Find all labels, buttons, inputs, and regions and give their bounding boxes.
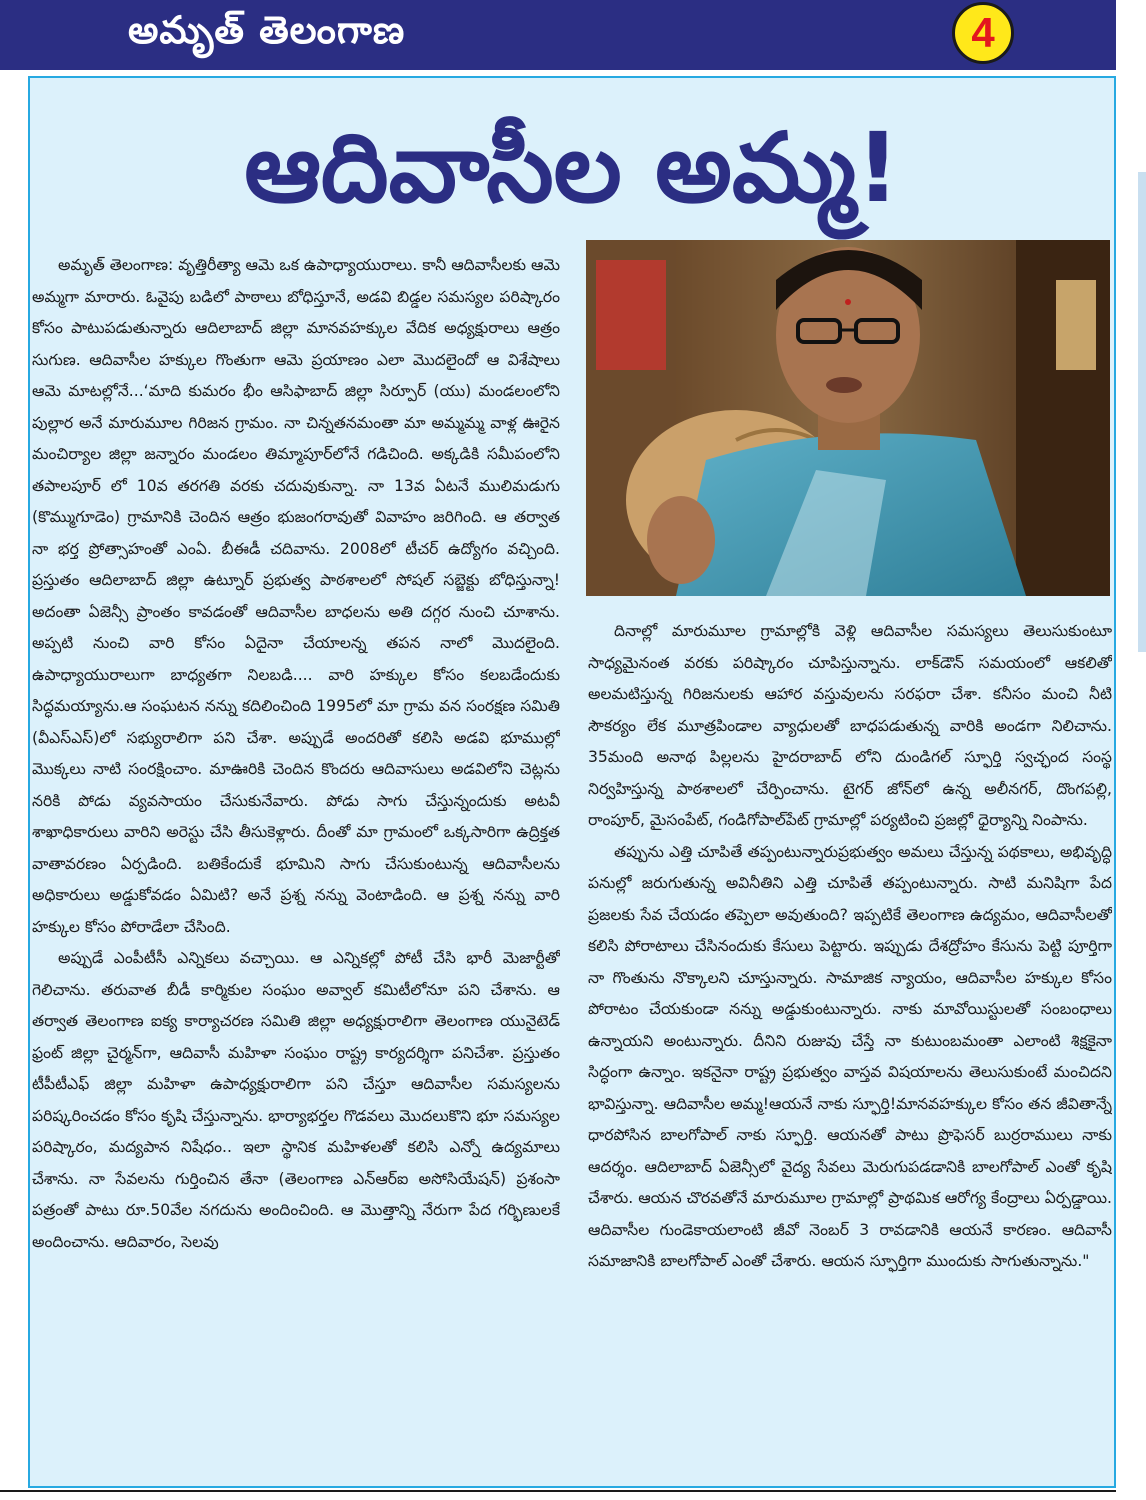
article-paragraph: అప్పుడే ఎంపీటీసీ ఎన్నికలు వచ్చాయి. ఆ ఎన్నికల్లో పోటీ చేసి భారీ మెజార్టీతో గెలిచాను. తరువాత బీడీ కార్మికుల సంఘం అవ్వాల్ కమిటీలోనూ పని చేశాను. ఆ తర్వాత తెలంగాణ ఐక్య కార్యాచరణ సమితి జిల్లా అధ్యక్షురాలిగా తెలంగాణ యునైటెడ్ ఫ్రంట్ జిల్లా చైర్మన్‌గా, ఆదివాసీ మహిళా సంఘం రాష్ట్ర కార్యదర్శిగా పనిచేశా. ప్రస్తుతం టీపీటీఎఫ్ జిల్లా మహిళా ఉపాధ్యక్షురాలిగా పని చేస్తూ ఆదివాసీల సమస్యలను పరిష్కరించడం కోసం కృషి చేస్తున్నాను. భార్యాభర్తల గొడవలు మొదలుకొని భూ సమస్యల పరిష్కారం, మద్యపాన నిషేధం.. ఇలా స్థానిక మహిళలతో కలిసి ఎన్నో ఉద్యమాలు చేశాను. నా సేవలను గుర్తించిన తేనా (తెలంగాణ ఎన్ఆర్ఐ అసోసియేషన్) ప్రశంసా పత్రంతో పాటు రూ.50వేల నగదును అందించింది. ఆ మొత్తాన్ని నేరుగా పేద గర్భిణులకే అందించాను. ఆదివారం, సెలవు: [32, 949, 560, 1251]
woman-portrait-photo: [586, 240, 1110, 596]
page-bottom-rule: [0, 1490, 1116, 1492]
article-paragraph: అమృత్ తెలంగాణ: వృత్తిరీత్యా ఆమె ఒక ఉపాధ్యాయురాలు. కానీ ఆదివాసీలకు ఆమె అమ్మగా మారారు. ఓవైపు బడిలో పాఠాలు బోధిస్తూనే, అడవి బిడ్డల సమస్యల పరిష్కారం కోసం పాటుపడుతున్నారు ఆదిలాబాద్ జిల్లా మానవహక్కుల వేదిక అధ్యక్షురాలు ఆత్రం సుగుణ. ఆదివాసీల హక్కుల గొంతుగా ఆమె ప్రయాణం ఎలా మొదలైందో ఆ విశేషాలు ఆమె మాటల్లోనే...‘మాది కుమరం భీం ఆసిఫాబాద్ జిల్లా సిర్పూర్ (యు) మండలంలోని పుల్లార అనే మారుమూల గిరిజన గ్రామం. నా చిన్నతనమంతా మా అమ్మమ్మ వాళ్ల ఊరైన మంచిర్యాల జిల్లా జన్నారం మండలం తిమ్మాపూర్‌లోనే గడిచింది. అక్కడికి సమీపంలోని తపాలపూర్ లో 10వ తరగతి వరకు చదువుకున్నా. నా 13వ ఏటనే ములిమడుగు (కొమ్ముగూడెం) గ్రామానికి చెందిన ఆత్రం భుజంగరావుతో వివాహం జరిగింది. ఆ తర్వాత నా భర్త ప్రోత్సాహంతో ఎంఏ. బీఈడీ చదివాను. 2008లో టీచర్ ఉద్యోగం వచ్చింది. ప్రస్తుతం ఆదిలాబాద్ జిల్లా ఉట్నూర్ ప్రభుత్వ పాఠశాలలో సోషల్ సబ్జెక్టు బోధిస్తున్నా! అదంతా ఏజెన్సీ ప్రాంతం కావడంతో ఆదివాసీల బాధలను అతి దగ్గర నుంచి చూశాను. అప్పటి నుంచి వారి కోసం ఏదైనా చేయాలన్న తపన నాలో మొదలైంది. ఉపాధ్యాయురాలుగా బాధ్యతగా నిలబడి.... వారి హక్కుల కోసం కలబడేందుకు సిద్ధమయ్యాను.ఆ సంఘటన నన్ను కదిలించింది 1995లో మా గ్రామ వన సంరక్షణ సమితి (వీఎస్ఎస్)లో సభ్యురాలిగా పని చేశా. అప్పుడే అందరితో కలిసి అడవి భూముల్లో మొక్కలు నాటి సంరక్షించాం. మాఊరికి చెందిన కొందరు ఆదివాసులు అడవిలోని చెట్లను నరికి పోడు వ్యవసాయం చేసుకునేవారు. పోడు సాగు చేస్తున్నందుకు అటవీ శాఖాధికారులు వారిని అరెస్టు చేసి తీసుకెళ్లారు. దీంతో మా గ్రామంలో ఒక్కసారిగా ఉద్రిక్తత వాతావరణం ఏర్పడింది. బతికేందుకే భూమిని సాగు చేసుకుంటున్న ఆదివాసీలను అధికారులు అడ్డుకోవడం ఏమిటి? అనే ప్రశ్న నన్ను వెంటాడింది. ఆ ప్రశ్న నన్ను వారి హక్కుల కోసం పోరాడేలా చేసింది.: [32, 256, 560, 936]
article-paragraph: దినాల్లో మారుమూల గ్రామాల్లోకి వెళ్లి ఆదివాసీల సమస్యలు తెలుసుకుంటూ సాధ్యమైనంత వరకు పరిష్కారం చూపిస్తున్నాను. లాక్‌డౌన్ సమయంలో ఆకలితో అలమటిస్తున్న గిరిజనులకు ఆహార వస్తువులను సరఫరా చేశా. కనీసం మంచి నీటి సౌకర్యం లేక మూత్రపిండాల వ్యాధులతో బాధపడుతున్న వారికి అండగా నిలిచాను. 35మంది అనాథ పిల్లలను హైదరాబాద్ లోని దుండిగల్ స్ఫూర్తి స్వచ్ఛంద సంస్థ నిర్వహిస్తున్న పాఠశాలలో చేర్పించాను. టైగర్ జోన్‌లో ఉన్న అలీనగర్, దొంగపల్లి, రాంపూర్, మైసంపేట్, గండిగోపాల్‌పేట్ గ్రామాల్లో పర్యటించి ప్రజల్లో ధైర్యాన్ని నింపాను.: [588, 622, 1112, 829]
adjacent-page-edge: [1118, 76, 1146, 1500]
masthead-title: అమృత్ తెలంగాణ: [128, 8, 406, 52]
article-column-right: [588, 616, 1112, 1486]
adjacent-page-image-edge: [1138, 172, 1146, 652]
article-panel: [28, 76, 1116, 1488]
page-number-badge: 4: [952, 2, 1014, 64]
article-paragraph: తప్పును ఎత్తి చూపితే తప్పంటున్నారుప్రభుత్వం అమలు చేస్తున్న పథకాలు, అభివృద్ధి పనుల్లో జరుగుతున్న అవినీతిని ఎత్తి చూపితే తప్పంటున్నారు. సాటి మనిషిగా పేద ప్రజలకు సేవ చేయడం తప్పెలా అవుతుంది? ఇప్పటికే తెలంగాణ ఉద్యమం, ఆదివాసీలతో కలిసి పోరాటాలు చేసినందుకు కేసులు పెట్టారు. ఇప్పుడు దేశద్రోహం కేసును పెట్టి పూర్తిగా నా గొంతును నొక్కాలని చూస్తున్నారు. సామాజిక న్యాయం, ఆదివాసీల హక్కుల కోసం పోరాటం చేయకుండా నన్ను అడ్డుకుంటున్నారు. నాకు మావోయిస్టులతో సంబంధాలు ఉన్నాయని అంటున్నారు. దీనిని రుజువు చేస్తే నా కుటుంబమంతా ఎలాంటి శిక్షకైనా సిద్ధంగా ఉన్నాం. ఇకనైనా రాష్ట్ర ప్రభుత్వం వాస్తవ విషయాలను తెలుసుకుంటే మంచిదని భావిస్తున్నా. ఆదివాసీల అమ్మ!ఆయనే నాకు స్ఫూర్తి!మానవహక్కుల కోసం తన జీవితాన్నే ధారపోసిన బాలగోపాల్ నాకు స్ఫూర్తి. ఆయనతో పాటు ప్రొఫెసర్ బుర్రరాములు నాకు ఆదర్శం. ఆదిలాబాద్ ఏజెన్సీలో వైద్య సేవలు మెరుగుపడడానికి బాలగోపాల్ ఎంతో కృషి చేశారు. ఆయన చొరవతోనే మారుమూల గ్రామాల్లో ప్రాథమిక ఆరోగ్య కేంద్రాలు ఏర్పడ్డాయి. ఆదివాసీల గుండెకాయలాంటి జీవో నెంబర్ 3 రావడానికి ఆయనే కారణం. ఆదివాసీ సమాజానికి బాలగోపాల్ ఎంతో చేశారు. ఆయన స్ఫూర్తిగా ముందుకు సాగుతున్నాను.": [588, 842, 1112, 1270]
masthead-band: [0, 0, 1116, 70]
article-column-left: [32, 250, 560, 1485]
portrait-illustration: [586, 240, 1110, 596]
article-headline: ఆదివాసీల అమ్మ!: [244, 112, 900, 224]
